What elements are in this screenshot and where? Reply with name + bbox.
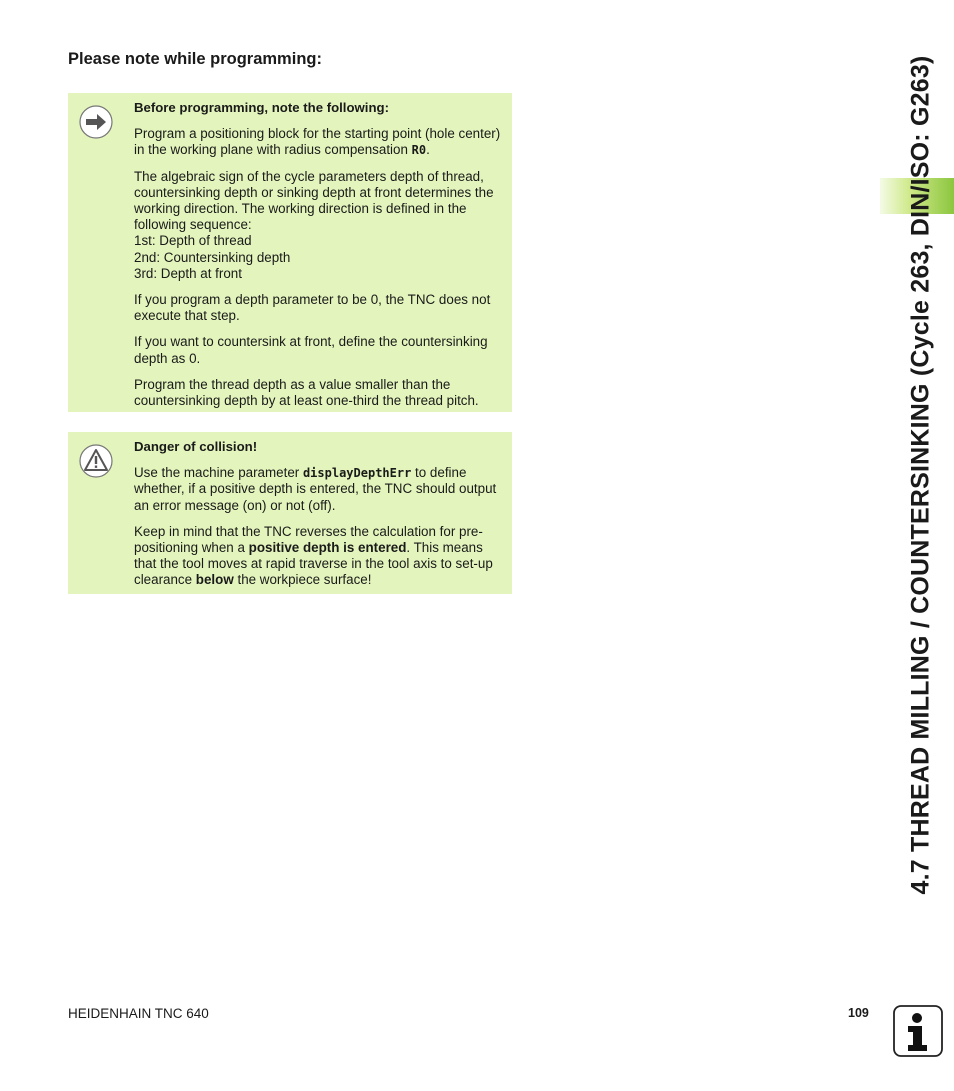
- info-icon: [893, 1005, 943, 1057]
- bold-text: below: [195, 572, 234, 588]
- code-r0: R0: [411, 143, 427, 158]
- note-paragraph: If you program a depth parameter to be 0, the TNC does not execute that step.: [134, 292, 491, 324]
- note-text: to define whether, if a positive depth is entered, the TNC should output an error message (on) or not (off).: [134, 465, 497, 513]
- note-paragraph: If you want to countersink at front, define the countersinking depth as 0.: [134, 334, 488, 366]
- note-paragraph: [134, 524, 502, 589]
- note-box-collision: [68, 432, 512, 594]
- note-title: Before programming, note the following:: [134, 100, 389, 115]
- note-paragraph: [134, 126, 502, 158]
- note-line: 2nd: Countersinking depth: [134, 249, 291, 265]
- section-heading: Please note while programming:: [68, 50, 322, 68]
- note-text: . This means that the tool moves at rapid traverse in the tool axis to set-up clearance: [134, 540, 493, 588]
- note-paragraph: [134, 169, 502, 282]
- note-paragraph: Program the thread depth as a value smaller than the countersinking depth by at least one-third the thread pitch.: [134, 376, 479, 409]
- note-line: 3rd: Depth at front: [134, 265, 242, 281]
- note-text: the workpiece surface!: [233, 572, 372, 588]
- note-text: Program a positioning block for the starting point (hole center) in the working plane with radius compensation: [134, 126, 501, 158]
- footer-product: HEIDENHAIN TNC 640: [68, 1006, 209, 1021]
- note-title: Danger of collision!: [134, 439, 258, 454]
- note-text: .: [426, 142, 430, 158]
- warning-triangle-icon: [79, 444, 113, 478]
- note-text: Use the machine parameter: [134, 465, 303, 481]
- note-paragraph: [134, 465, 502, 514]
- note-line: The algebraic sign of the cycle parameters depth of thread, countersinking depth or sinking depth at front determines the working direction. The working direction is defined in the following sequence:: [134, 168, 494, 233]
- note-box-programming: [68, 93, 512, 412]
- chapter-sidebar-title: 4.7 THREAD MILLING / COUNTERSINKING (Cycle 263, DIN/ISO: G263): [906, 55, 935, 895]
- arrow-right-icon: [79, 105, 113, 139]
- bold-text: positive depth is entered: [248, 540, 407, 556]
- page-number: 109: [848, 1006, 869, 1020]
- code-display-depth-err: displayDepthErr: [302, 466, 412, 481]
- note-line: 1st: Depth of thread: [134, 233, 252, 249]
- note-text: Keep in mind that the TNC reverses the calculation for pre-positioning when a: [134, 523, 483, 556]
